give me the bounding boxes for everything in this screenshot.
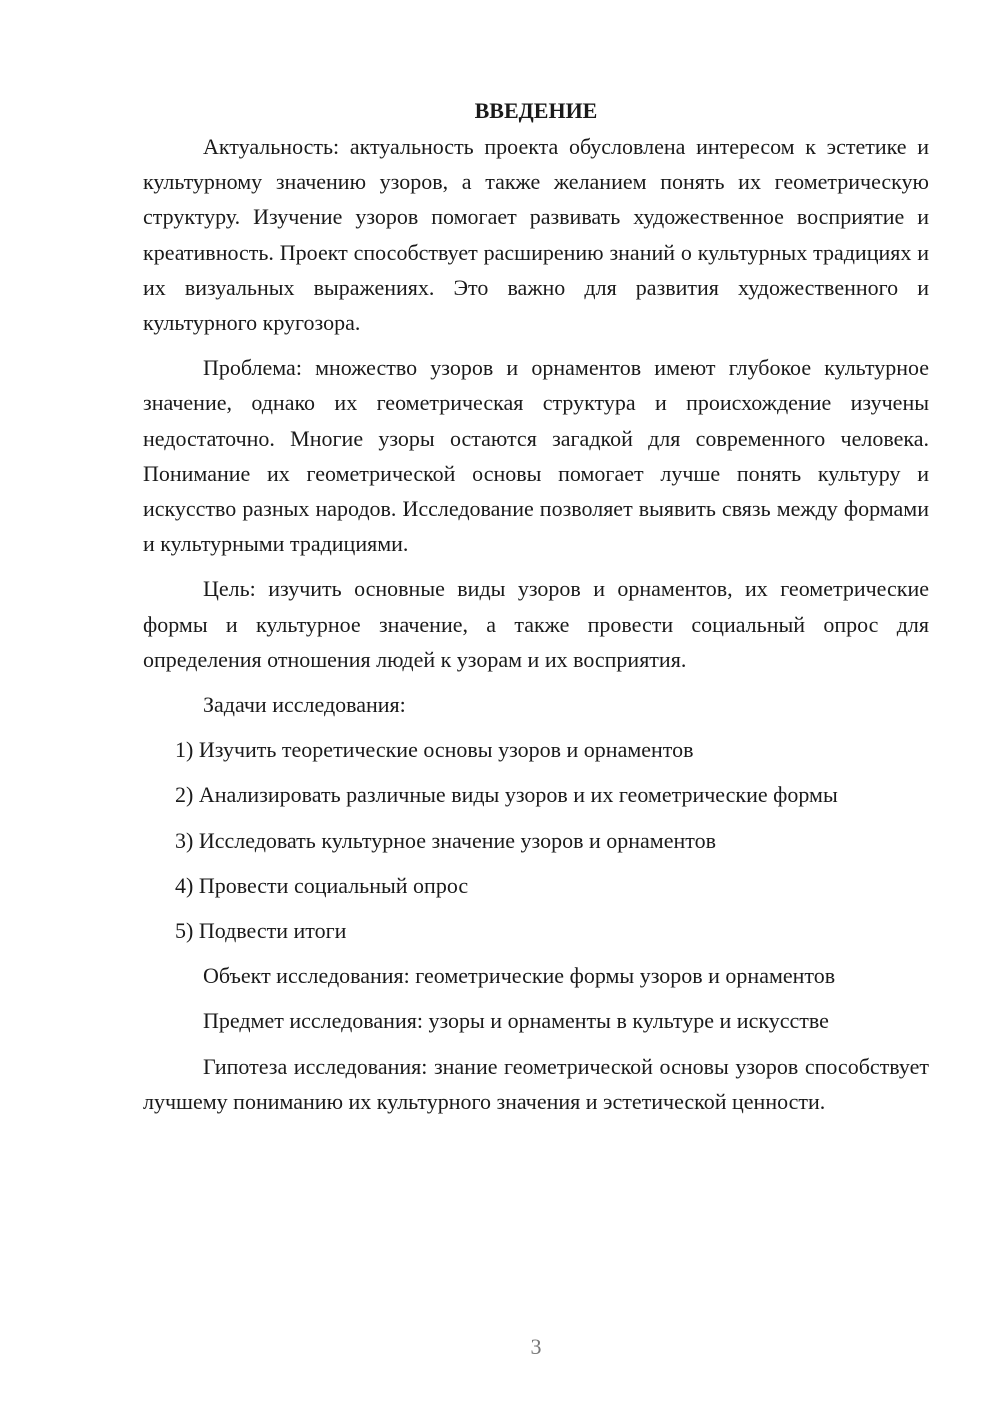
page-number: 3 — [530, 1334, 542, 1359]
task-item-2: 2) Анализировать различные виды узоров и их геометрические формы — [175, 782, 838, 808]
page-title: ВВЕДЕНИЕ — [474, 98, 598, 123]
task-item-1: 1) Изучить теоретические основы узоров и орнаментов — [175, 737, 694, 763]
relevance-paragraph: Актуальность: актуальность проекта обусловлена интересом к эстетике и культурному значению узоров, а также желанием понять их геометрическую структуру. Изучение узоров помогает развивать художественное восприятие и креативность. Проект способствует расширению знаний о культурных традициях и их визуальных выражениях. Это важно для развития художественного и культурного кругозора. — [143, 134, 929, 336]
task-item-4: 4) Провести социальный опрос — [175, 872, 469, 898]
task-item-3: 3) Исследовать культурное значение узоров и орнаментов — [175, 827, 716, 853]
goal-paragraph: Цель: изучить основные виды узоров и орнаментов, их геометрические формы и культурное значение, а также провести социальный опрос для определения отношения людей к узорам и их восприятия. — [143, 576, 929, 672]
page-content — [143, 95, 929, 1129]
tasks-title: Задачи исследования: — [203, 692, 406, 718]
task-item-5: 5) Подвести итоги — [175, 918, 347, 944]
research-subject: Предмет исследования: узоры и орнаменты в культуре и искусстве — [203, 1008, 829, 1034]
problem-paragraph: Проблема: множество узоров и орнаментов имеют глубокое культурное значение, однако их геометрическая структура и происхождение изучены недостаточно. Многие узоры остаются загадкой для современного человека. Понимание их геометрической основы помогает лучше понять культуру и искусство разных народов. Исследование позволяет выявить связь между формами и культурными традициями. — [143, 355, 929, 557]
research-object: Объект исследования: геометрические формы узоров и орнаментов — [203, 963, 836, 989]
hypothesis-paragraph: Гипотеза исследования: знание геометрической основы узоров способствует лучшему пониманию их культурного значения и эстетической ценности. — [143, 1053, 929, 1114]
